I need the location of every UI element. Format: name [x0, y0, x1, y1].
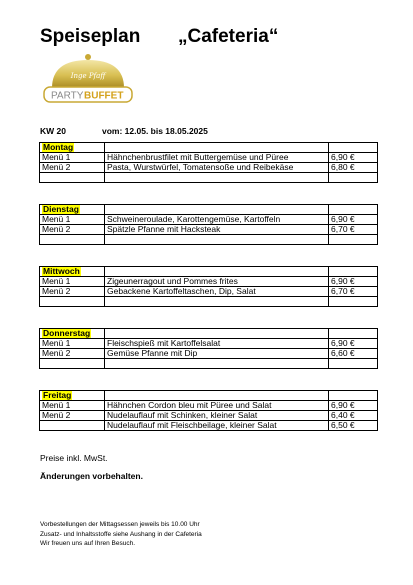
dish-price: 6,80 € [329, 163, 378, 173]
dish-name: Gemüse Pfanne mit Dip [105, 349, 329, 359]
menu-label: Menü 1 [40, 153, 105, 163]
table-row [40, 349, 378, 359]
table-row [40, 215, 378, 225]
day-header-row [40, 391, 378, 401]
table-row [40, 359, 378, 369]
day-header-row [40, 329, 378, 339]
menu-label [40, 235, 105, 245]
week-range: vom: 12.05. bis 18.05.2025 [102, 126, 208, 136]
table-row [40, 297, 378, 307]
day-table-donnerstag [39, 328, 378, 369]
table-row [40, 277, 378, 287]
day-table-freitag [39, 390, 378, 431]
dish-name: Hähnchenbrustfilet mit Buttergemüse und Püree [105, 153, 329, 163]
dish-name: Gebackene Kartoffeltaschen, Dip, Salat [105, 287, 329, 297]
day-header-row [40, 205, 378, 215]
footer [40, 520, 202, 549]
dish-name [105, 173, 329, 183]
footer-line: Wir freuen uns auf Ihren Besuch. [40, 540, 136, 547]
table-row [40, 411, 378, 421]
dish-price: 6,60 € [329, 349, 378, 359]
dish-price [329, 173, 378, 183]
day-name: Mittwoch [40, 267, 105, 277]
table-row [40, 163, 378, 173]
dish-name: Fleischspieß mit Kartoffelsalat [105, 339, 329, 349]
table-row [40, 401, 378, 411]
table-row [40, 421, 378, 431]
dish-name: Pasta, Wurstwürfel, Tomatensoße und Reibekäse [105, 163, 329, 173]
dish-name [105, 297, 329, 307]
table-row [40, 153, 378, 163]
dish-price [329, 359, 378, 369]
dish-price: 6,90 € [329, 277, 378, 287]
day-name: Dienstag [40, 205, 105, 215]
menu-label [40, 359, 105, 369]
menu-label: Menü 2 [40, 411, 105, 421]
week-number: KW 20 [40, 126, 66, 136]
menu-label [40, 297, 105, 307]
table-row [40, 235, 378, 245]
dish-name [105, 235, 329, 245]
dish-price [329, 235, 378, 245]
table-row [40, 287, 378, 297]
dish-name: Zigeunerragout und Pommes frites [105, 277, 329, 287]
dish-name: Nudelauflauf mit Schinken, kleiner Salat [105, 411, 329, 421]
logo-party: PARTY [51, 90, 84, 102]
dish-price: 6,90 € [329, 215, 378, 225]
dish-price: 6,40 € [329, 411, 378, 421]
dish-name: Spätzle Pfanne mit Hacksteak [105, 225, 329, 235]
day-table-mittwoch [39, 266, 378, 307]
menu-label [40, 173, 105, 183]
day-name: Freitag [40, 391, 105, 401]
menu-label: Menü 2 [40, 163, 105, 173]
footer-line: Vorbestellungen der Mittagsessen jeweils bis 10.00 Uhr [40, 521, 200, 528]
dish-name: Hähnchen Cordon bleu mit Püree und Salat [105, 401, 329, 411]
day-name: Donnerstag [40, 329, 105, 339]
table-row [40, 173, 378, 183]
title-cafeteria: „Cafeteria“ [178, 26, 279, 47]
change-note: Änderungen vorbehalten. [40, 471, 143, 481]
table-row [40, 339, 378, 349]
footer-line: Zusatz- und Inhaltsstoffe siehe Aushang in der Cafeteria [40, 530, 202, 538]
menu-label: Menü 2 [40, 349, 105, 359]
dish-price: 6,90 € [329, 401, 378, 411]
menu-label: Menü 2 [40, 287, 105, 297]
day-header-row [40, 143, 378, 153]
menu-label: Menü 1 [40, 401, 105, 411]
dish-price: 6,70 € [329, 225, 378, 235]
party-buffet-logo [38, 52, 138, 106]
price-note: Preise inkl. MwSt. [40, 453, 108, 463]
menu-label [40, 421, 105, 431]
day-table-dienstag [39, 204, 378, 245]
dish-price: 6,90 € [329, 339, 378, 349]
dish-name: Nudelauflauf mit Fleischbeilage, kleiner Salat [105, 421, 329, 431]
table-row [40, 225, 378, 235]
day-table-montag [39, 142, 378, 183]
dish-name [105, 359, 329, 369]
dish-name: Schweineroulade, Karottengemüse, Kartoffeln [105, 215, 329, 225]
logo-script: Inge Pfaff [70, 72, 106, 80]
page-title [40, 26, 279, 48]
day-header-row [40, 267, 378, 277]
day-name: Montag [40, 143, 105, 153]
dish-price: 6,50 € [329, 421, 378, 431]
cloche-icon [38, 52, 138, 106]
menu-label: Menü 1 [40, 215, 105, 225]
menu-label: Menü 2 [40, 225, 105, 235]
dish-price [329, 297, 378, 307]
logo-buffet: BUFFET [84, 90, 124, 102]
dish-price: 6,90 € [329, 153, 378, 163]
menu-label: Menü 1 [40, 277, 105, 287]
menu-label: Menü 1 [40, 339, 105, 349]
dish-price: 6,70 € [329, 287, 378, 297]
week-line [40, 126, 208, 136]
title-speiseplan: Speiseplan [40, 26, 141, 47]
